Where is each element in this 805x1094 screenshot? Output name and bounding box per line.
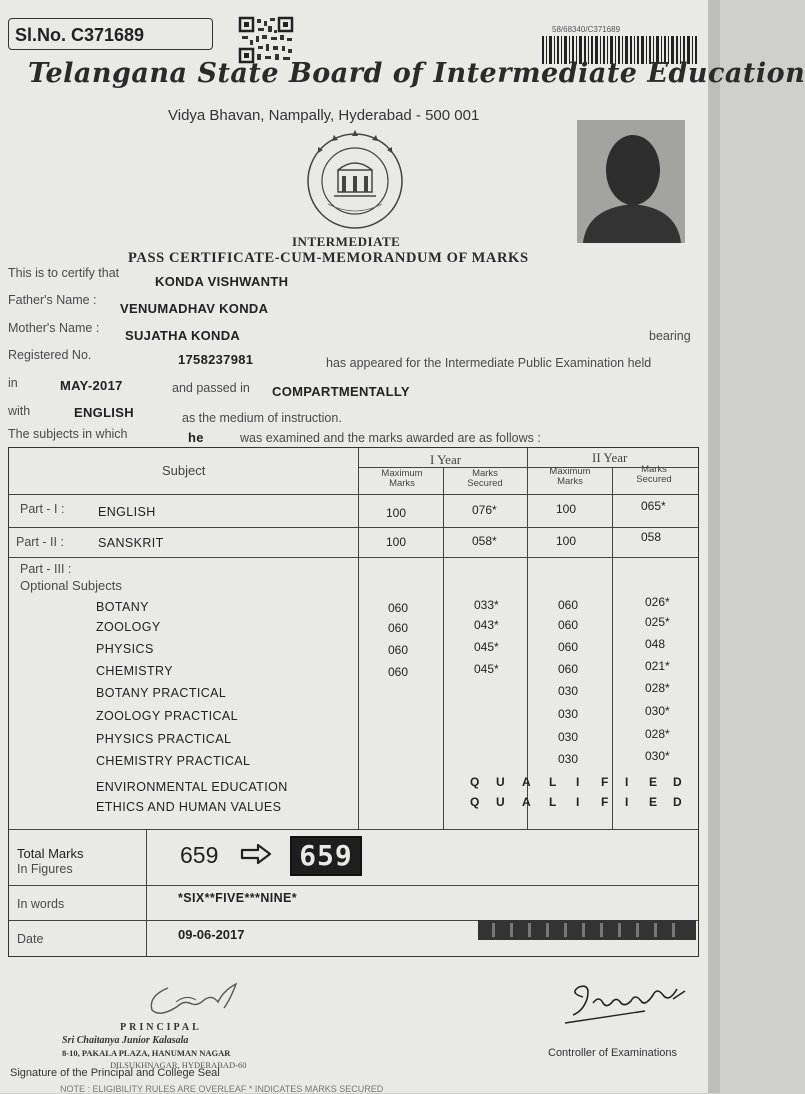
certificate-title: PASS CERTIFICATE-CUM-MEMORANDUM OF MARKS	[128, 250, 529, 266]
part2-y1-secured: 058*	[472, 534, 497, 548]
scan-edge	[708, 0, 720, 1093]
max-marks-line: Maximum	[549, 466, 591, 477]
optional-y2-max: 060	[558, 618, 579, 632]
marks-table	[8, 447, 699, 957]
max-marks-line: Marks	[389, 478, 415, 489]
optional-subject-name: CHEMISTRY	[96, 664, 173, 678]
optional-subject-name: PHYSICS PRACTICAL	[96, 732, 232, 746]
subjects-label: The subjects in which	[8, 427, 128, 441]
optional-subject-name: CHEMISTRY PRACTICAL	[96, 754, 251, 768]
in-words-label: In words	[17, 897, 65, 911]
principal-signature-icon	[140, 980, 250, 1020]
student-photo	[577, 120, 685, 243]
in-label: in	[8, 376, 18, 390]
board-address: Vidya Bhavan, Nampally, Hyderabad - 500 001	[168, 107, 480, 124]
optional-y2-secured: 028*	[645, 727, 670, 741]
y2-max-header	[530, 467, 610, 487]
principal-label: PRINCIPAL	[120, 1022, 202, 1033]
optional-y2-secured: 025*	[645, 615, 670, 629]
total-marks-words: *SIX**FIVE***NINE*	[178, 891, 298, 905]
arrow-right-icon	[240, 843, 272, 865]
certify-label: This is to certify that	[8, 266, 120, 280]
max-marks-line: Maximum	[381, 468, 423, 479]
passed-label: and passed in	[172, 381, 250, 395]
qualified-letter: I	[576, 775, 580, 789]
father-name: VENUMADHAV KONDA	[120, 301, 269, 316]
y2-secured-header	[614, 465, 694, 485]
part1-y1-secured: 076*	[472, 503, 497, 517]
mother-label: Mother's Name :	[8, 321, 100, 335]
registered-label: Registered No.	[8, 348, 92, 362]
exam-month: MAY-2017	[60, 378, 123, 393]
qualified-letter: D	[673, 775, 682, 789]
optional-y2-max: 060	[558, 662, 579, 676]
qr-code-icon	[238, 16, 294, 64]
secured-line: Secured	[467, 478, 503, 489]
optional-y2-secured: 048	[645, 637, 666, 651]
optional-y2-max: 030	[558, 684, 579, 698]
result-value: COMPARTMENTALLY	[272, 384, 410, 399]
qualified-letter: Q	[470, 795, 480, 809]
board-name: Telangana State Board of Intermediate Education	[28, 58, 805, 89]
issue-date: 09-06-2017	[178, 927, 245, 942]
optional-y1-secured: 033*	[474, 598, 499, 612]
optional-subject-name: PHYSICS	[96, 642, 154, 656]
person-photo-icon	[577, 120, 685, 243]
qualified-letter: L	[549, 795, 557, 809]
board-seal-icon	[304, 130, 406, 232]
qualified-letter: U	[496, 795, 505, 809]
table-divider	[443, 468, 444, 829]
optional-subject-name: BOTANY	[96, 600, 149, 614]
year1-header: I Year	[430, 452, 462, 467]
max-marks-line: Marks	[557, 476, 583, 487]
part2-y2-secured: 058	[641, 530, 662, 544]
qualified-letter: A	[522, 775, 531, 789]
part2-y1-max: 100	[386, 535, 407, 549]
pronoun-value: he	[188, 430, 204, 445]
qualified-letter: I	[576, 795, 580, 809]
qualified-letter: I	[625, 795, 629, 809]
qualified-letter: F	[601, 775, 609, 789]
optional-y2-max: 060	[558, 640, 579, 654]
optional-subject-name: ZOOLOGY PRACTICAL	[96, 709, 239, 723]
part1-y2-secured: 065*	[641, 499, 666, 513]
controller-signature-icon	[565, 975, 695, 1025]
y1-max-header	[362, 469, 442, 489]
part1-y1-max: 100	[386, 506, 407, 520]
optional-y1-max: 060	[388, 621, 409, 635]
qualified-letter: I	[625, 775, 629, 789]
optional-y2-max: 030	[558, 752, 579, 766]
part2-y2-max: 100	[556, 534, 577, 548]
total-marks-box: 659	[290, 836, 362, 876]
secured-line: Marks	[641, 464, 667, 475]
registered-number: 1758237981	[178, 352, 254, 367]
appeared-text: has appeared for the Intermediate Public Examination held	[326, 356, 652, 370]
part1-subject: ENGLISH	[98, 505, 156, 519]
optional-y1-max: 060	[388, 665, 409, 679]
table-divider	[9, 494, 698, 495]
table-divider	[9, 557, 698, 558]
optional-y2-secured: 028*	[645, 681, 670, 695]
part2-label: Part - II :	[16, 535, 64, 549]
level-title: INTERMEDIATE	[292, 234, 401, 249]
optional-y2-max: 030	[558, 730, 579, 744]
y1-secured-header	[445, 469, 525, 489]
part1-y2-max: 100	[556, 502, 577, 516]
medium-label: as the medium of instruction.	[182, 411, 342, 425]
optional-y2-max: 030	[558, 707, 579, 721]
father-label: Father's Name :	[8, 293, 97, 307]
qualified-letter: F	[601, 795, 609, 809]
mother-name: SUJATHA KONDA	[125, 328, 241, 343]
qualified-subject: ENVIRONMENTAL EDUCATION	[96, 780, 288, 794]
student-name: KONDA VISHWANTH	[155, 274, 289, 289]
table-divider	[358, 448, 359, 829]
medium-value: ENGLISH	[74, 405, 134, 420]
table-divider	[9, 829, 698, 830]
with-label: with	[8, 404, 31, 418]
table-divider	[9, 885, 698, 886]
security-pattern-icon	[478, 920, 696, 940]
qualified-letter: D	[673, 795, 682, 809]
optional-subjects-label: Optional Subjects	[20, 578, 122, 593]
barcode-number: 58/68340/C371689	[552, 25, 621, 34]
bearing-label: bearing	[649, 329, 691, 343]
optional-y1-secured: 045*	[474, 662, 499, 676]
optional-subject-name: ZOOLOGY	[96, 620, 161, 634]
table-divider	[9, 527, 698, 528]
qualified-letter: L	[549, 775, 557, 789]
subject-header: Subject	[162, 463, 206, 478]
serial-number: Sl.No. C371689	[8, 18, 213, 50]
qualified-letter: U	[496, 775, 505, 789]
total-marks-label: Total Marks	[17, 846, 84, 861]
secured-line: Secured	[636, 474, 672, 485]
qualified-letter: A	[522, 795, 531, 809]
table-divider	[146, 829, 147, 956]
date-label: Date	[17, 932, 44, 946]
rules-note: NOTE : ELIGIBILITY RULES ARE OVERLEAF * INDICATES MARKS SECURED	[60, 1084, 384, 1094]
college-address-2: DILSUKHNAGAR, HYDERABAD-60	[110, 1060, 247, 1070]
optional-subject-name: BOTANY PRACTICAL	[96, 686, 227, 700]
optional-y1-max: 060	[388, 643, 409, 657]
total-marks-figure: 659	[180, 842, 219, 868]
optional-y2-secured: 026*	[645, 595, 670, 609]
optional-y2-secured: 021*	[645, 659, 670, 673]
qualified-letter: Q	[470, 775, 480, 789]
examined-label: was examined and the marks awarded are as follows :	[240, 431, 541, 445]
qualified-letter: E	[649, 775, 658, 789]
secured-line: Marks	[472, 468, 498, 479]
year2-header: II Year	[592, 450, 628, 465]
part1-label: Part - I :	[20, 502, 65, 516]
optional-y2-secured: 030*	[645, 704, 670, 718]
optional-y1-secured: 043*	[474, 618, 499, 632]
principal-signature-label: Signature of the Principal and College Seal	[10, 1067, 220, 1079]
qualified-subject: ETHICS AND HUMAN VALUES	[96, 800, 282, 814]
part2-subject: SANSKRIT	[98, 536, 164, 550]
optional-y1-secured: 045*	[474, 640, 499, 654]
college-address-1: 8-10, PAKALA PLAZA, HANUMAN NAGAR	[62, 1048, 231, 1058]
optional-y2-secured: 030*	[645, 749, 670, 763]
qualified-letter: E	[649, 795, 658, 809]
optional-y2-max: 060	[558, 598, 579, 612]
in-figures-label: In Figures	[17, 862, 73, 876]
part3-label: Part - III :	[20, 562, 72, 576]
college-name: Sri Chaitanya Junior Kalasala	[62, 1035, 189, 1046]
optional-y1-max: 060	[388, 601, 409, 615]
controller-label: Controller of Examinations	[548, 1047, 678, 1059]
table-divider	[527, 448, 528, 829]
table-divider	[612, 468, 613, 829]
